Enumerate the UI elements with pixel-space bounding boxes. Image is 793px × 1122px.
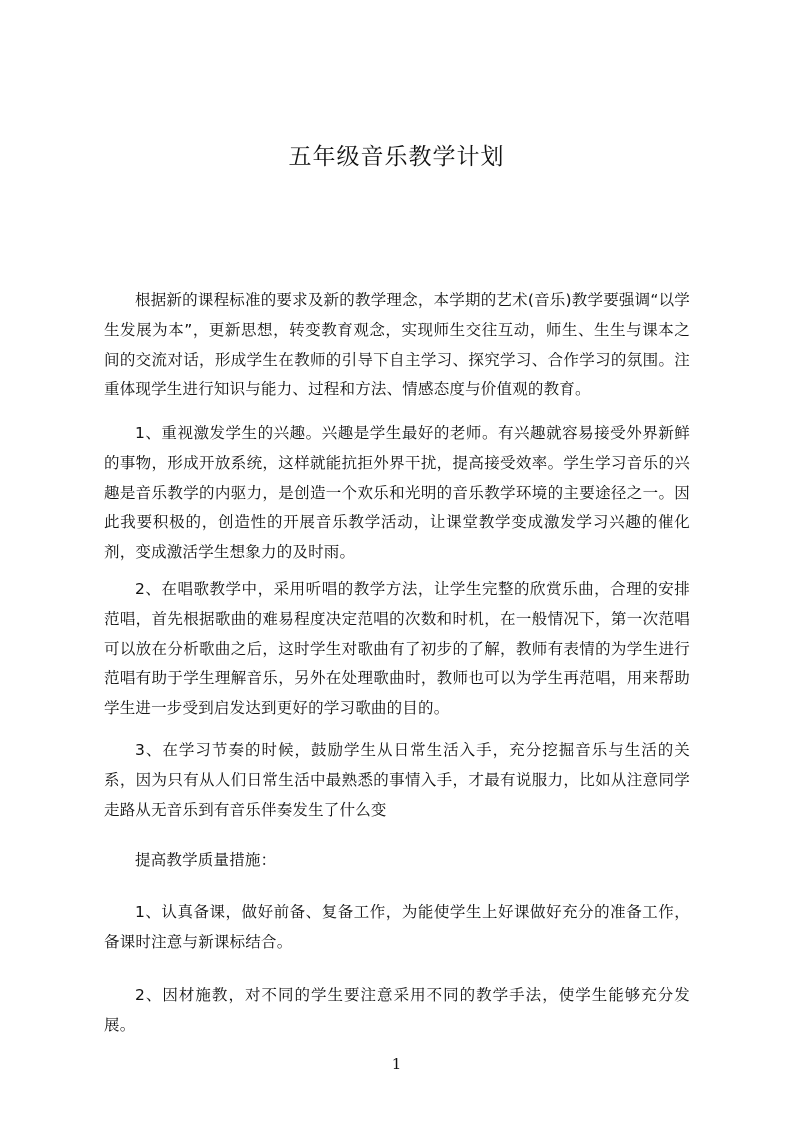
paragraph-singing: 2、在唱歌教学中，采用听唱的教学方法，让学生完整的欣赏乐曲，合理的安排范唱，首先根据歌曲的难易程度决定范唱的次数和时机，在一般情况下，第一次范唱可以放在分析歌曲之后，这时学生对歌曲有了初步的了解，教师有表情的为学生进行范唱有助于学生理解音乐，另外在处理歌曲时，教师也可以为学生再范唱，用来帮助学生进一步受到启发达到更好的学习歌曲的目的。 bbox=[104, 580, 690, 718]
paragraph-intro: 根据新的课程标准的要求及新的教学理念，本学期的艺术(音乐)教学要强调“以学生发展为本”，更新思想，转变教育观念，实现师生交往互动，师生、生生与课本之间的交流对话，形成学生在教师的引导下自主学习、探究学习、合作学习的氛围。注重体现学生进行知识与能力、过程和方法、情感态度与价值观的教育。 bbox=[104, 291, 690, 399]
document-title: 五年级音乐教学计划 bbox=[288, 144, 505, 170]
paragraph-measure-1: 1、认真备课，做好前备、复备工作，为能使学生上好课做好充分的准备工作，备课时注意与新课标结合。 bbox=[104, 903, 690, 951]
section-heading-measures: 提高教学质量措施： bbox=[135, 851, 277, 869]
paragraph-interest: 1、重视激发学生的兴趣。兴趣是学生最好的老师。有兴趣就容易接受外界新鲜的事物，形成开放系统，这样就能抗拒外界干扰，提高接受效率。学生学习音乐的兴趣是音乐教学的内驱力，是创造一个欢乐和光明的音乐教学环境的主要途径之一。因此我要积极的，创造性的开展音乐教学活动，让课堂教学变成激发学习兴趣的催化剂，变成激活学生想象力的及时雨。 bbox=[104, 424, 690, 562]
page-number: 1 bbox=[391, 1055, 402, 1073]
paragraph-measure-2: 2、因材施教，对不同的学生要注意采用不同的教学手法，使学生能够充分发展。 bbox=[104, 986, 690, 1034]
paragraph-rhythm: 3、在学习节奏的时候，鼓励学生从日常生活入手，充分挖掘音乐与生活的关系，因为只有从人们日常生活中最熟悉的事情入手，才最有说服力，比如从注意同学走路从无音乐到有音乐伴奏发生了什么变 bbox=[104, 741, 690, 819]
